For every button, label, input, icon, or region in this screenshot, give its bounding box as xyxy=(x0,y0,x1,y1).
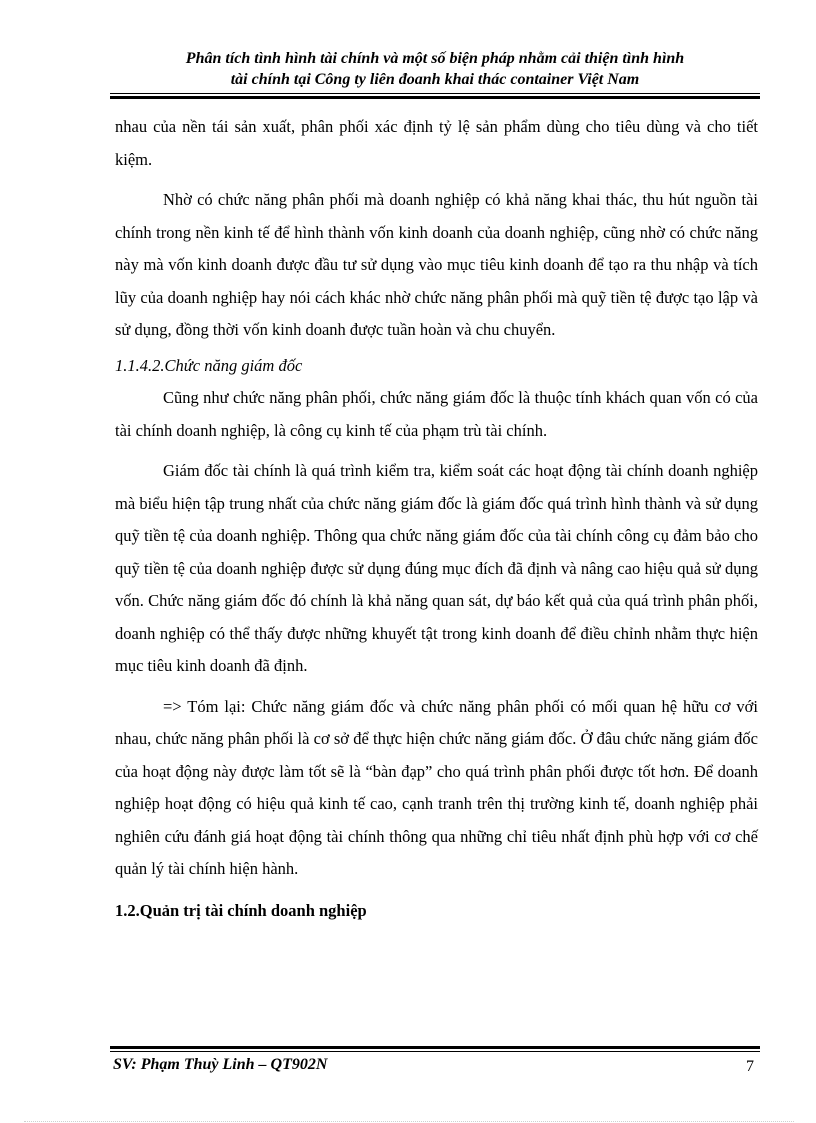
page-number: 7 xyxy=(746,1058,754,1075)
page-edge-divider xyxy=(24,1121,794,1122)
footer-rule-thick xyxy=(110,1046,760,1049)
document-body xyxy=(115,111,758,927)
header-title-line-2: tài chính tại Công ty liên đoanh khai thác container Việt Nam xyxy=(230,71,640,88)
footer-rule-thin xyxy=(110,1051,760,1052)
paragraph-summary: => Tóm lại: Chức năng giám đốc và chức năng phân phối có mối quan hệ hữu cơ với nhau, chức năng phân phối là cơ sở để thực hiện chức năng giám đốc. Ở đâu chức năng giám đốc của hoạt động này được làm tốt sẽ là “bàn đạp” cho quá trình phân phối được tốt hơn. Để doanh nghiệp hoạt động có hiệu quả kinh tế cao, cạnh tranh trên thị trường kinh tế, doanh nghiệp phải nghiên cứu đánh giá hoạt động tài chính thông qua những chỉ tiêu nhất định phù hợp với cơ chế quản lý tài chính hiện hành. xyxy=(115,696,758,878)
header-rule-thick xyxy=(110,96,760,99)
paragraph-continuation: nhau của nền tái sản xuất, phân phối xác định tỷ lệ sản phẩm dùng cho tiêu dùng và cho tiết kiệm. xyxy=(115,117,758,169)
paragraph-supervision-intro: Cũng như chức năng phân phối, chức năng giám đốc là thuộc tính khách quan vốn có của tài chính doanh nghiệp, là công cụ kinh tế của phạm trù tài chính. xyxy=(115,388,758,440)
section-heading-1-2: 1.2.Quản trị tài chính doanh nghiệp xyxy=(115,900,367,920)
header-title-line-1: Phân tích tình hình tài chính và một số biện pháp nhằm cải thiện tình hình xyxy=(185,50,685,67)
footer-author: SV: Phạm Thuỳ Linh – QT902N xyxy=(113,1056,328,1073)
section-heading-1-1-4-2: 1.1.4.2.Chức năng giám đốc xyxy=(115,355,303,375)
paragraph-supervision-detail: Giám đốc tài chính là quá trình kiểm tra, kiểm soát các hoạt động tài chính doanh nghiệp mà biểu hiện tập trung nhất của chức năng giám đốc là giám đốc quá trình hình thành và sử dụng quỹ tiền tệ của doanh nghiệp. Thông qua chức năng giám đốc của tài chính công cụ đảm bảo cho quỹ tiền tệ của doanh nghiệp được sử dụng đúng mục đích đã định và nâng cao hiệu quả sử dụng vốn. Chức năng giám đốc đó chính là khả năng quan sát, dự báo kết quả của quá trình phân phối, doanh nghiệp có thể thấy được những khuyết tật trong kinh doanh để điều chỉnh nhằm thực hiện mục tiêu kinh doanh đã định. xyxy=(115,461,758,675)
header-rule-thin xyxy=(110,93,760,94)
paragraph-distribution-function: Nhờ có chức năng phân phối mà doanh nghiệp có khả năng khai thác, thu hút nguồn tài chính trong nền kinh tế để hình thành vốn kinh doanh của doanh nghiệp, cũng nhờ có chức năng này mà vốn kinh doanh được đầu tư sử dụng vào mục tiêu kinh doanh để tạo ra thu nhập và tích lũy của doanh nghiệp hay nói cách khác nhờ chức năng phân phối mà quỹ tiền tệ được tạo lập và sử dụng, đồng thời vốn kinh doanh được tuần hoàn và chu chuyển. xyxy=(115,190,758,339)
page-header xyxy=(110,48,760,90)
